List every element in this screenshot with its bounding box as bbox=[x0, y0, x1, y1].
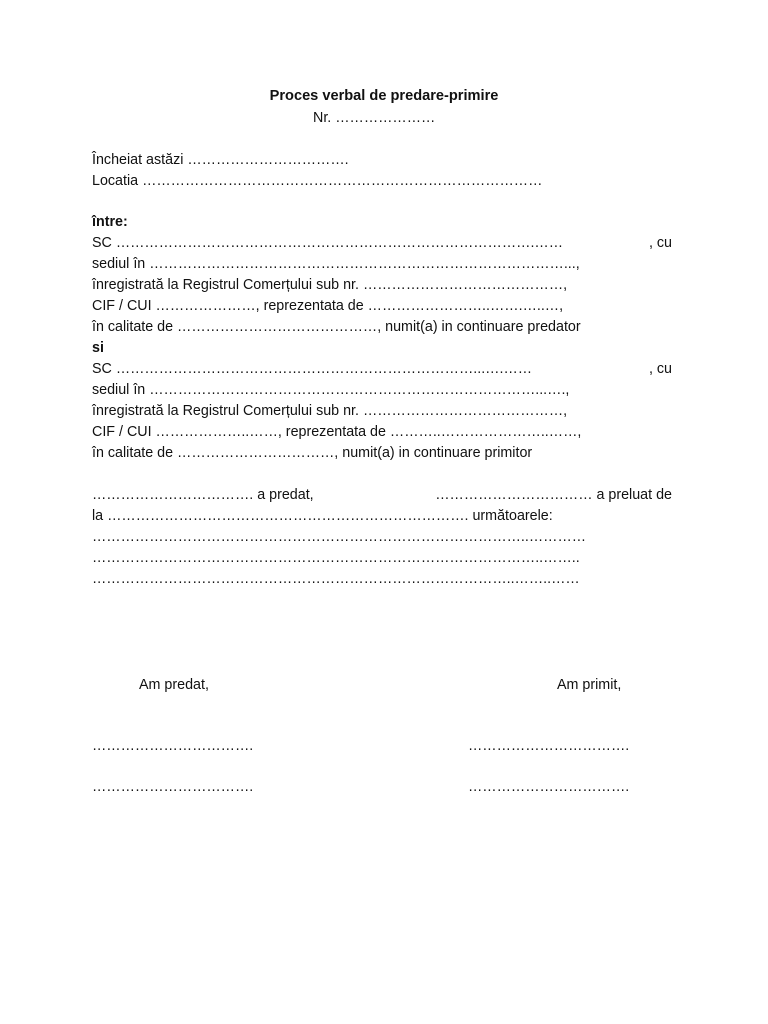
party2-cif-line: CIF / CUI ………………..……, reprezentata de ………..…………………..……, bbox=[92, 424, 582, 440]
party2-company: SC …………………………………………………………………...….…… bbox=[92, 361, 533, 377]
between-label: între: bbox=[92, 214, 128, 230]
party1-registry-line: înregistrată la Registrul Comerțului sub nr. ……………………………………, bbox=[92, 277, 568, 293]
document-number: Nr. ………………… bbox=[313, 110, 436, 126]
items-dotted-line-2: …………………………………………………………………………………..…….. bbox=[92, 550, 580, 566]
signature-right-line-1: ……………………………. bbox=[468, 738, 630, 754]
party1-company-suffix: , cu bbox=[648, 235, 672, 251]
party2-company-line bbox=[92, 359, 672, 379]
items-dotted-line-3: ……………………………………………………………………………..……..…… bbox=[92, 571, 580, 587]
party2-headquarters-line: sediul în ………………………………………………………………………...…., bbox=[92, 382, 570, 398]
handover-given: ……………………………. a predat, bbox=[92, 487, 314, 503]
concluded-date-line: Încheiat astăzi ……………………………. bbox=[92, 152, 349, 168]
party1-cif-line: CIF / CUI …………………, reprezentata de ……………………..…….…..…, bbox=[92, 298, 564, 314]
signature-left-line-2: ……………………………. bbox=[92, 779, 254, 795]
location-line: Locatia ………………………………………………………………………… bbox=[92, 173, 543, 189]
party1-company: SC …………………………………………………………………………….…… bbox=[92, 235, 564, 251]
signature-right-line-2: ……………………………. bbox=[468, 779, 630, 795]
signature-left-label: Am predat, bbox=[139, 677, 209, 693]
signature-right-label: Am primit, bbox=[557, 677, 622, 693]
handover-received: …………………………… a preluat de bbox=[435, 487, 672, 503]
handover-line bbox=[92, 485, 672, 505]
party2-capacity-line: în calitate de ……………………………, numit(a) in continuare primitor bbox=[92, 445, 533, 461]
and-label: si bbox=[92, 340, 104, 356]
party1-company-line bbox=[92, 233, 672, 253]
handover-items-line: la …………………………………………………………………. următoarele: bbox=[92, 508, 553, 524]
party2-registry-line: înregistrată la Registrul Comerțului sub nr. ……………………………………, bbox=[92, 403, 568, 419]
party1-headquarters-line: sediul în ……………………………………………………………………………..., bbox=[92, 256, 580, 272]
party2-company-suffix: , cu bbox=[648, 361, 672, 377]
signature-left-line-1: ……………………………. bbox=[92, 738, 254, 754]
party1-capacity-line: în calitate de ……………………………………, numit(a) in continuare predator bbox=[92, 319, 581, 335]
items-dotted-line-1: ………………………………………………………………………………..………… bbox=[92, 529, 587, 545]
document-title: Proces verbal de predare-primire bbox=[269, 88, 499, 104]
